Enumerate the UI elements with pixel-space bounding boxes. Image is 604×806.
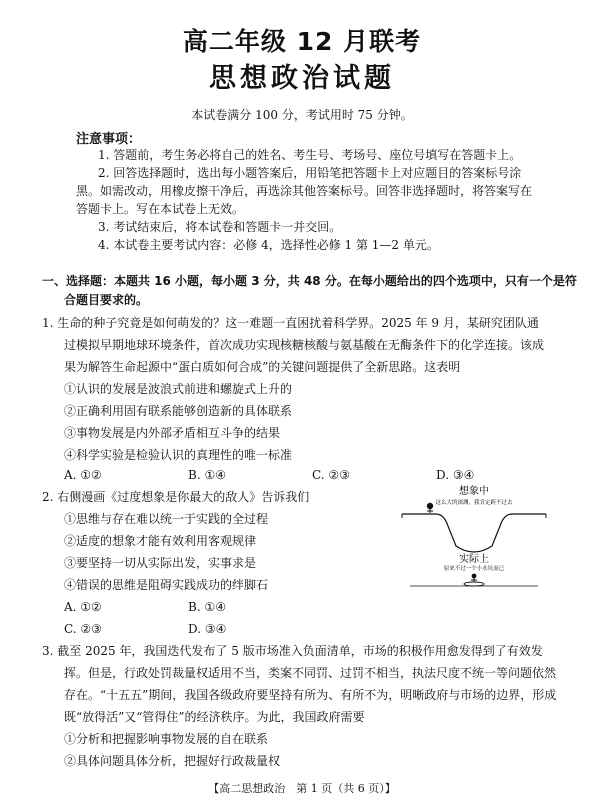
- notice-heading: 注意事项：: [76, 132, 142, 147]
- q3-stem: 3. 截至 2025 年，我国迭代发布了 5 版市场准入负面清单，市场的积极作用愈发得到了有效发: [42, 644, 543, 658]
- q1-option: ①认识的发展是波浪式前进和螺旋式上升的: [64, 382, 293, 396]
- q2-choice-c: C. ②③: [64, 622, 102, 636]
- figure-head-icon: [427, 503, 433, 509]
- q3-option: ①分析和把握影响事物发展的自在联系: [64, 732, 269, 746]
- figure-small-body-icon: [471, 578, 477, 582]
- q2-stem: 2. 右侧漫画《过度想象是你最大的敌人》告诉我们: [42, 490, 310, 504]
- q2-option: ④错误的思维是阻碍实践成功的绊脚石: [64, 578, 269, 592]
- q1-stem: 果为解答生命起源中“蛋白质如何合成”的关键问题提供了全新思路。这表明: [64, 360, 461, 374]
- q3-stem: 挥。但是，行政处罚裁量权适用不当，类案不同罚、过罚不相当，执法尺度不统一等问题依然: [64, 666, 557, 680]
- page-footer: 【高二思想政治 第 1 页（共 6 页）】: [208, 782, 396, 795]
- notice-line: 3. 考试结束后，将本试卷和答题卡一并交回。: [98, 220, 342, 234]
- cartoon-bottom-label: 实际上: [459, 554, 489, 565]
- cartoon-drawing: [400, 484, 548, 588]
- q2-option: ①思维与存在难以统一于实践的全过程: [64, 512, 269, 526]
- q1-stem: 1. 生命的种子究竟是如何萌发的？这一难题一直困扰着科学界。2025 年 9 月，某研究团队通: [42, 316, 539, 330]
- q1-stem: 过模拟早期地球环境条件，首次成功实现核糖核酸与氨基酸在无酶条件下的化学连接。该成: [64, 338, 545, 352]
- q3-option: ②具体问题具体分析，把握好行政裁量权: [64, 754, 281, 768]
- q1-option: ④科学实验是检验认识的真理性的唯一标准: [64, 448, 293, 462]
- notice-line: 1. 答题前，考生务必将自己的姓名、考生号、考场号、座位号填写在答题卡上。: [98, 148, 522, 162]
- q1-choice-b: B. ①④: [188, 468, 226, 482]
- chasm-outline: [402, 514, 546, 552]
- section-heading: 一、选择题：本题共 16 小题，每小题 3 分，共 48 分。在每小题给出的四个选项中，只有一个是符: [42, 274, 577, 288]
- q2-choice-d: D. ③④: [188, 622, 227, 636]
- notice-line: 答题卡上。写在本试卷上无效。: [76, 202, 245, 216]
- puddle-icon: [464, 582, 484, 586]
- figure-body-icon: [427, 509, 433, 513]
- q1-option: ②正确利用固有联系能够创造新的具体联系: [64, 404, 293, 418]
- q2-choice-a: A. ①②: [64, 600, 102, 614]
- cartoon-top-label: 想象中: [459, 486, 489, 497]
- notice-line: 2. 回答选择题时，选出每小题答案后，用铅笔把答题卡上对应题目的答案标号涂: [98, 166, 522, 180]
- exam-title: 高二年级 12 月联考: [182, 27, 422, 56]
- q3-stem: 存在。“十五五”期间，我国各级政府要坚持有所为、有所不为，明晰政府与市场的边界，形成: [64, 688, 557, 702]
- section-heading-cont: 合题目要求的。: [64, 293, 149, 307]
- figure-small-head-icon: [472, 574, 477, 579]
- q2-cartoon: [400, 484, 548, 588]
- q1-choice-d: D. ③④: [436, 468, 475, 482]
- q2-option: ③要坚持一切从实际出发，实事求是: [64, 556, 257, 570]
- q1-choice-a: A. ①②: [64, 468, 102, 482]
- q1-option: ③事物发展是内外部矛盾相互斗争的结果: [64, 426, 281, 440]
- q3-stem: 既“放得活”又“管得住”的经济秩序。为此，我国政府需要: [64, 710, 365, 724]
- q2-option: ②适度的想象才能有效利用客观规律: [64, 534, 257, 548]
- notice-line: 黑。如需改动，用橡皮擦干净后，再选涂其他答案标号。回答非选择题时，将答案写在: [76, 184, 533, 198]
- cartoon-bottom-caption: 原来不过一个小水坑而已: [443, 566, 505, 572]
- exam-subject: 思想政治试题: [209, 63, 395, 94]
- cartoon-top-caption: 这么大的深渊，我肯定跨不过去: [435, 500, 513, 506]
- notice-line: 4. 本试卷主要考试内容：必修 4，选择性必修 1 第 1—2 单元。: [98, 238, 439, 252]
- q2-choice-b: B. ①④: [188, 600, 226, 614]
- exam-meta: 本试卷满分 100 分，考试用时 75 分钟。: [191, 108, 413, 122]
- q1-choice-c: C. ②③: [312, 468, 350, 482]
